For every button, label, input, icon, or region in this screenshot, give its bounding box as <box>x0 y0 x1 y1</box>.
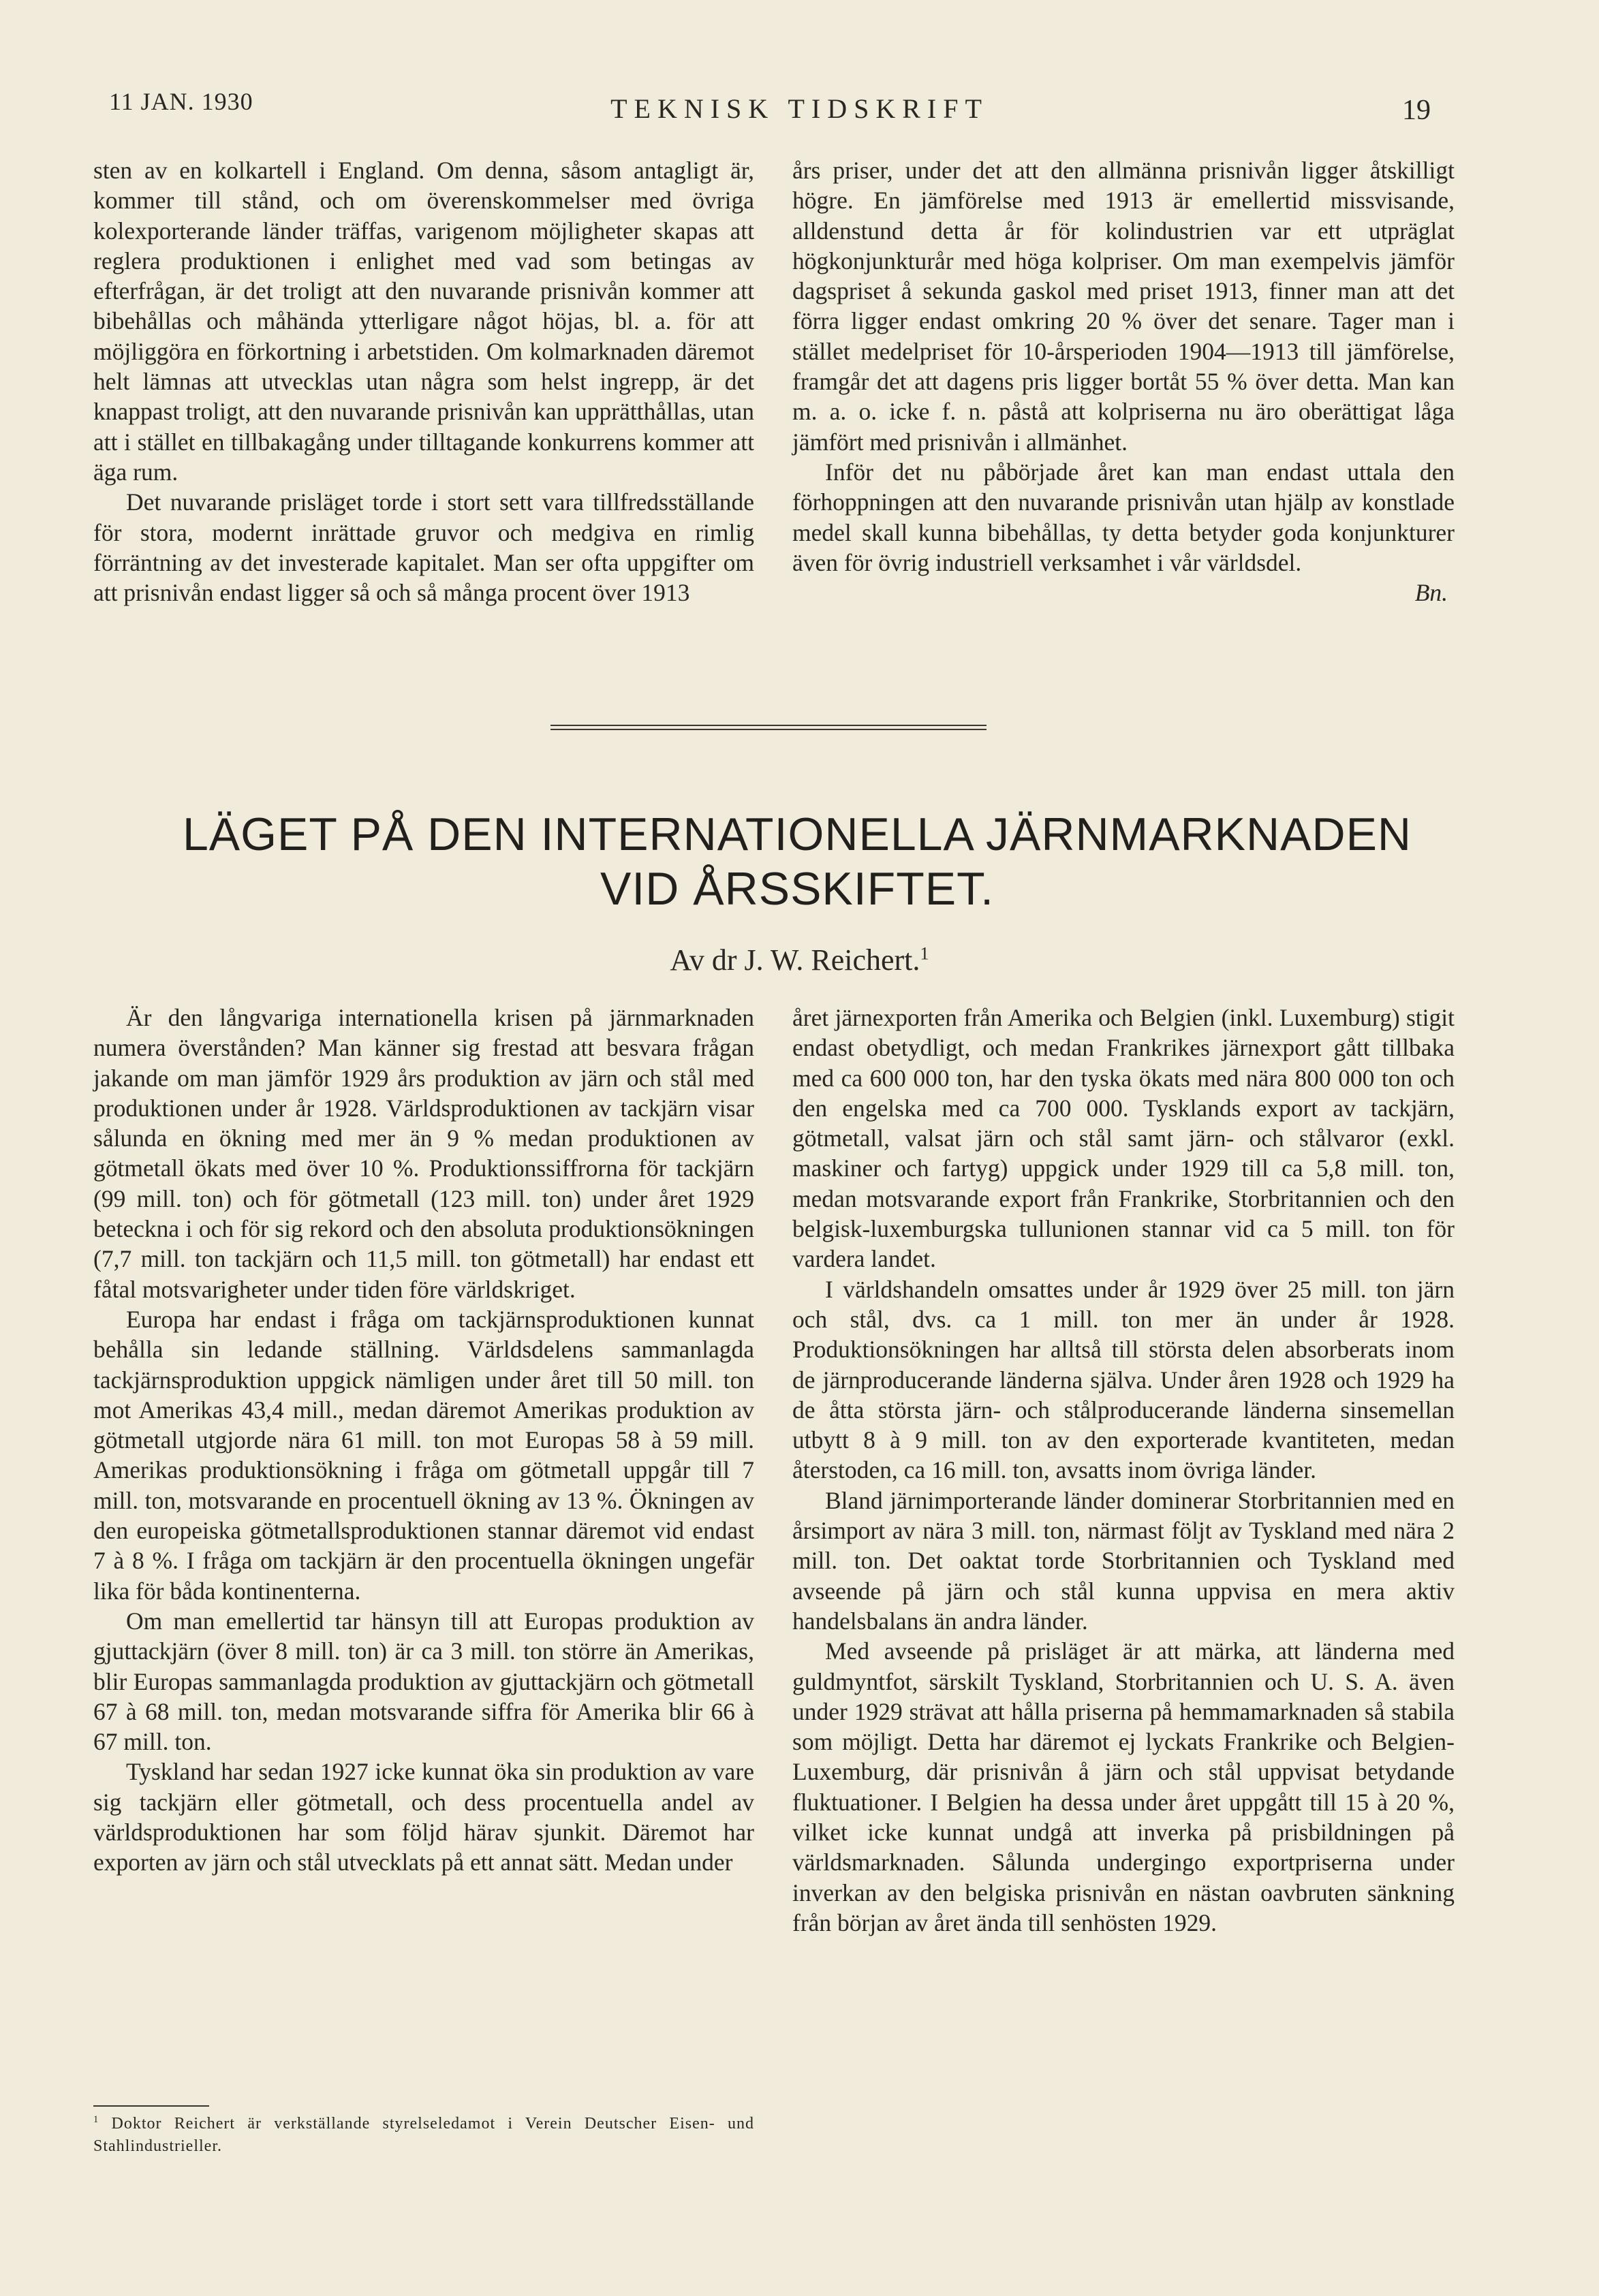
paragraph: Om man emellertid tar hänsyn till att Europas produktion av gjuttackjärn (över 8 mill. ton) är ca 3 mill. ton större än Amerikas, blir Europas sammanlagda produktion av gjuttackjärn och götmetall 67 à 68 mill. ton, medan motsvarande siffra för Amerika blir 66 à 67 mill. ton. <box>93 1607 754 1756</box>
article-left-column <box>93 1003 754 1878</box>
paragraph: Det nuvarande prisläget torde i stort sett vara tillfredsställande för stora, modernt inrättade gruvor och medgiva en rimlig förräntning av det investerade kapitalet. Man ser ofta uppgifter om att prisnivån endast ligger så och så många procent över 1913 <box>93 488 754 607</box>
title-line: LÄGET PÅ DEN INTERNATIONELLA JÄRNMARKNADEN <box>182 808 1412 860</box>
footnote <box>93 2109 754 2158</box>
footnote-text: Doktor Reichert är verkställande styrelseledamot i Verein Deutscher Eisen- und Stahlindustrieller. <box>93 2115 755 2155</box>
prev-article-left-column <box>93 155 754 608</box>
paragraph: års priser, under det att den allmänna prisnivån ligger åtskilligt högre. En jämförelse med 1913 är emellertid missvisande, alldenstund detta år för kolindustrien var ett utpräglat högkonjunkturår med höga kolpriser. Om man exempelvis jämför dagspriset å sekunda gaskol med priset 1913, finner man att det förra ligger endast omkring 20 % över det senare. Tager man i stället medelpriset för 10-årsperioden 1904—1913 till jämförelse, framgår det att dagens pris ligger bortåt 55 % över detta. Man kan m. a. o. icke f. n. påstå att kolpriserna nu äro oberättigat låga jämfört med prisnivån i allmänhet. <box>792 157 1455 456</box>
paragraph: Tyskland har sedan 1927 icke kunnat öka sin produktion av vare sig tackjärn eller götmetall, och dess procentuella andel av världsproduktionen har som följd härav sjunkit. Däremot har exporten av järn och stål utvecklats på ett annat sätt. Medan under <box>93 1758 754 1876</box>
journal-name: TEKNISK TIDSKRIFT <box>610 93 989 124</box>
paragraph: Bland järnimporterande länder dominerar Storbritannien med en årsimport av nära 3 mill. ton, närmast följt av Tyskland med nära 2 mill. ton. Det oaktat torde Storbritannien och Tyskland med avseende på järn och stål kunna uppvisa en mera aktiv handelsbalans än andra länder. <box>792 1486 1455 1635</box>
footnote-rule <box>93 2105 209 2107</box>
page-number: 19 <box>1402 95 1431 126</box>
article-author <box>0 943 1599 977</box>
paragraph: Inför det nu påbörjade året kan man endast uttala den förhoppningen att den nuvarande prisnivån utan hjälp av konstlade medel skall kunna bibehållas, ty detta betyder goda konjunkturer även för övrig industriell verksamhet i vår världsdel. <box>792 458 1455 576</box>
author-name: Av dr J. W. Reichert. <box>670 943 920 977</box>
paragraph: Med avseende på prisläget är att märka, att länderna med guldmyntfot, särskilt Tyskland, Storbritannien och U. S. A. även under 1929 strävat att hålla priserna på hemmamarknaden så stabila som möjligt. Detta har däremot ej lyckats Frankrike och Belgien-Luxemburg, där prisnivån å järn och stål uppvisat betydande fluktuationer. I Belgien ha dessa under året uppgått till 15 à 20 %, vilket icke kunnat undgå att inverka på prisbildningen på världsmarknaden. Sålunda undergingo exportpriserna under inverkan av den belgiska prisnivån en nästan oavbruten sänkning från början av året ända till senhösten 1929. <box>792 1637 1455 1936</box>
paragraph: sten av en kolkartell i England. Om denna, såsom antagligt är, kommer till stånd, och om överenskommelser med övriga kolexporterande länder träffas, varigenom möjligheter skapas att reglera produktionen i enlighet med vad som betingas av efterfrågan, är det troligt att den nuvarande prisnivån kommer att bibehållas och måhända ytterligare något höjas, bl. a. för att möjliggöra en förkortning i arbetstiden. Om kolmarknaden däremot helt lämnas att utvecklas utan några som helst ingrepp, är det knappast troligt, att den nuvarande prisnivån kan upprätthållas, utan att i stället en tillbakagång under tilltagande konkurrens kommer att äga rum. <box>93 157 754 486</box>
paragraph: Europa har endast i fråga om tackjärnsproduktionen kunnat behålla sin ledande ställning. Världsdelens sammanlagda tackjärnsproduktion uppgick nämligen under året till 50 mill. ton mot Amerikas 43,4 mill., medan däremot Amerikas produktion av götmetall utgjorde nära 61 mill. ton mot Europas 58 à 59 mill. Amerikas produktionsökning i fråga om götmetall uppgår till 7 mill. ton, motsvarande en procentuell ökning av 13 %. Ökningen av den europeiska götmetallsproduktionen stannar däremot vid endast 7 à 8 %. I fråga om tackjärn är den procentuella ökningen ungefär lika för båda kontinenterna. <box>93 1305 754 1605</box>
paragraph: I världshandeln omsattes under år 1929 över 25 mill. ton järn och stål, dvs. ca 1 mill. ton mer än under år 1928. Produktionsökningen har alltså till största delen absorberats inom de järnproducerande länderna själva. Under åren 1928 och 1929 ha de åtta största järn- och stålproducerande länderna sinsemellan utbytt 8 à 9 mill. ton av den exporterade kvantiteten, medan återstoden, ca 16 mill. ton, avsatts inom övriga länder. <box>792 1275 1455 1484</box>
article-title <box>55 807 1540 916</box>
paragraph: året järnexporten från Amerika och Belgien (inkl. Luxemburg) stigit endast obetydligt, och medan Frankrikes järnexport gått tillbaka med ca 600 000 ton, har den tyska ökats med nära 800 000 ton och den engelska med ca 700 000. Tysklands export av tackjärn, götmetall, valsat järn och stål samt järn- och stålvaror (exkl. maskiner och fartyg) uppgick under 1929 till ca 5,8 mill. ton, medan motsvarande export från Frankrike, Storbritannien och den belgisk-luxemburgska tullunionen stannar vid ca 5 mill. ton för vardera landet. <box>792 1004 1455 1273</box>
footnote-ref: 1 <box>920 943 929 964</box>
prev-article-right-column <box>792 155 1455 608</box>
issue-date: 11 JAN. 1930 <box>109 88 253 115</box>
title-line: VID ÅRSSKIFTET. <box>600 863 994 915</box>
signature: Bn. <box>1414 579 1448 607</box>
footnote-mark: 1 <box>93 2114 99 2125</box>
article-right-column <box>792 1003 1455 1938</box>
page-header <box>0 87 1599 135</box>
paragraph: Är den långvariga internationella krisen på järnmarknaden numera överstånden? Man känner sig frestad att besvara frågan jakande om man jämför 1929 års produktion av järn och stål med produktionen under år 1928. Världsproduktionen av tackjärn visar sålunda en ökning med mer än 9 % medan produktionen av götmetall ökats med över 10 %. Produktionssiffrorna för tackjärn (99 mill. ton) och för götmetall (123 mill. ton) under året 1929 beteckna i och för sig rekord och den absoluta produktionsökningen (7,7 mill. ton tackjärn och 11,5 mill. ton götmetall) har endast ett fåtal motsvarigheter under tiden före världskriget. <box>93 1004 754 1303</box>
section-divider <box>550 725 987 730</box>
